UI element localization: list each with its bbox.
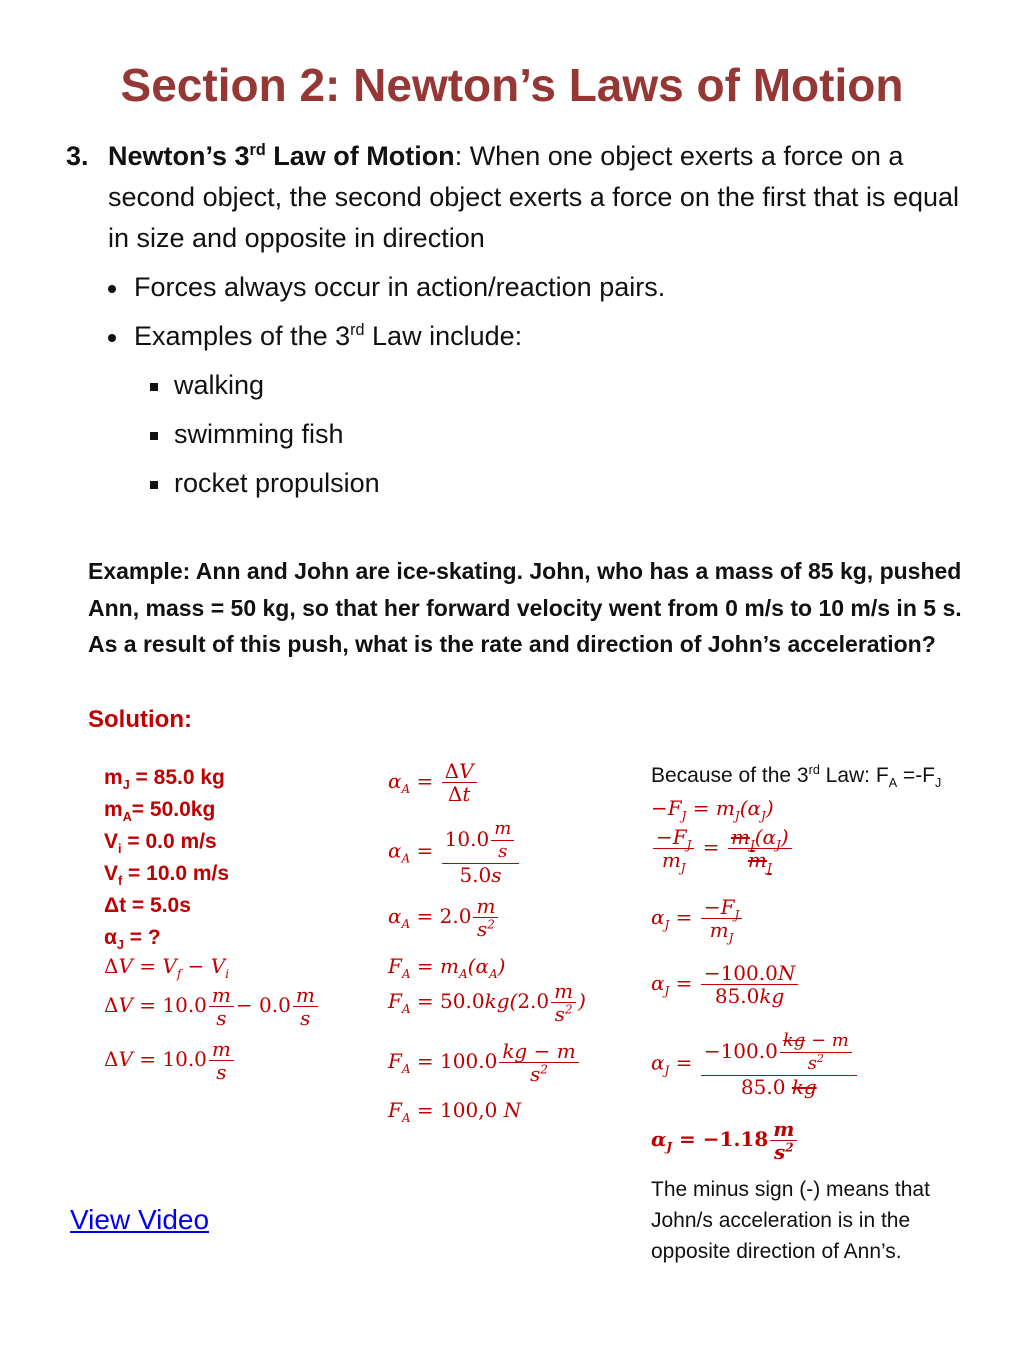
eq-aa-def: $\alpha_A$ = $\frac{\Delta V}{\Delta t}$	[388, 760, 479, 805]
third-law-note: Because of the 3rd Law: $F_A =-F_J$	[651, 763, 942, 791]
minus-sign-note: The minus sign (-) means that John/s acceleration is in the opposite direction of Ann’s.	[651, 1178, 930, 1263]
given-ma: $m_A= 50.0kg$	[104, 798, 216, 825]
eq-aj-sub: $\alpha_J$ = $\frac{-100.0N}{85.0kg}$	[651, 962, 800, 1007]
given-aj: $\alpha_J$ = ?	[104, 926, 161, 953]
list-number: 3.	[66, 141, 89, 171]
eq-fa-sub: $F_A = 50.0kg(2.0$ $\frac{m}{s^2}$ )	[388, 979, 586, 1026]
list-item: swimming fish	[150, 414, 966, 455]
eq-aa-sub: $\alpha_A$ = 10.0 $\frac{m}{s}$ 5.0s	[388, 818, 521, 886]
eq-aa-result: $\alpha_A = 2.0$ $\frac{m}{s^2}$	[388, 895, 500, 940]
given-vf: $V_f = 10.0$ m/s	[104, 862, 230, 889]
page-title: Section 2: Newton’s Laws of Motion	[120, 59, 904, 111]
eq-delta-v: $\Delta V = V_f - V_i$	[104, 954, 230, 981]
solution-label: Solution:	[88, 706, 192, 733]
given-dt: Δt = 5.0s	[104, 894, 191, 917]
bullet-pairs: Forces always occur in action/reaction pairs.	[108, 267, 966, 308]
eq-fa-def: $F_A = m_A(\alpha_A)$	[388, 954, 506, 981]
eq-fj-div: $\frac{-F_J}{m_J}$ = $\frac{m_J(\alpha_J)}{m_J}$	[651, 826, 794, 871]
list-item: walking	[150, 365, 966, 406]
eq-fa-mult: $F_A = 100.0$ $\frac{kg - m}{s^2}$	[388, 1040, 581, 1085]
givens-list	[104, 762, 229, 954]
given-vi: $V_i = 0.0$ m/s	[104, 830, 217, 857]
law-definition: : When one object exerts a force on a second object, the second object exerts a force on the first that is equal in size and opposite in direction	[108, 141, 960, 253]
example-problem: Example: Ann and John are ice-skating. John, who has a mass of 85 kg, pushed Ann, mass = 50 kg, so that her forward velocity went from 0 m/s to 10 m/s in 5 s. As a result of this push, what is the rate and direction of John’s acceleration?	[88, 558, 962, 657]
eq-delta-v-result: ΔV = 10.0 $\frac{m}{s}$	[104, 1038, 236, 1083]
eq-fa-result: $F_A = 100,0$ N	[388, 1098, 522, 1125]
eq-delta-v-sub: ΔV = 10.0 $\frac{m}{s}$ − 0.0 $\frac{m}{s}$	[104, 984, 320, 1029]
list-item: rocket propulsion	[150, 463, 966, 504]
eq-fj: $-F_J = m_J(\alpha_J)$	[651, 796, 774, 823]
eq-aj-def: $\alpha_J$ = $\frac{-F_J}{m_J}$	[651, 896, 744, 941]
eq-aj-result: $\alpha_J = -1.18$ $\frac{m}{s^2}$	[651, 1118, 799, 1163]
bullet-examples: Examples of the 3rd Law include:	[108, 316, 966, 357]
third-law-block	[66, 136, 966, 504]
eq-aj-expand: $\alpha_J$ = −100.0 $\frac{kg - m}{s^2}$ 85.0 kg	[651, 1030, 859, 1098]
given-mj: $m_J = 85.0$ kg	[104, 766, 225, 793]
law-heading: Newton’s 3rd Law of Motion	[108, 141, 455, 171]
view-video-link[interactable]: View Video	[70, 1204, 210, 1235]
